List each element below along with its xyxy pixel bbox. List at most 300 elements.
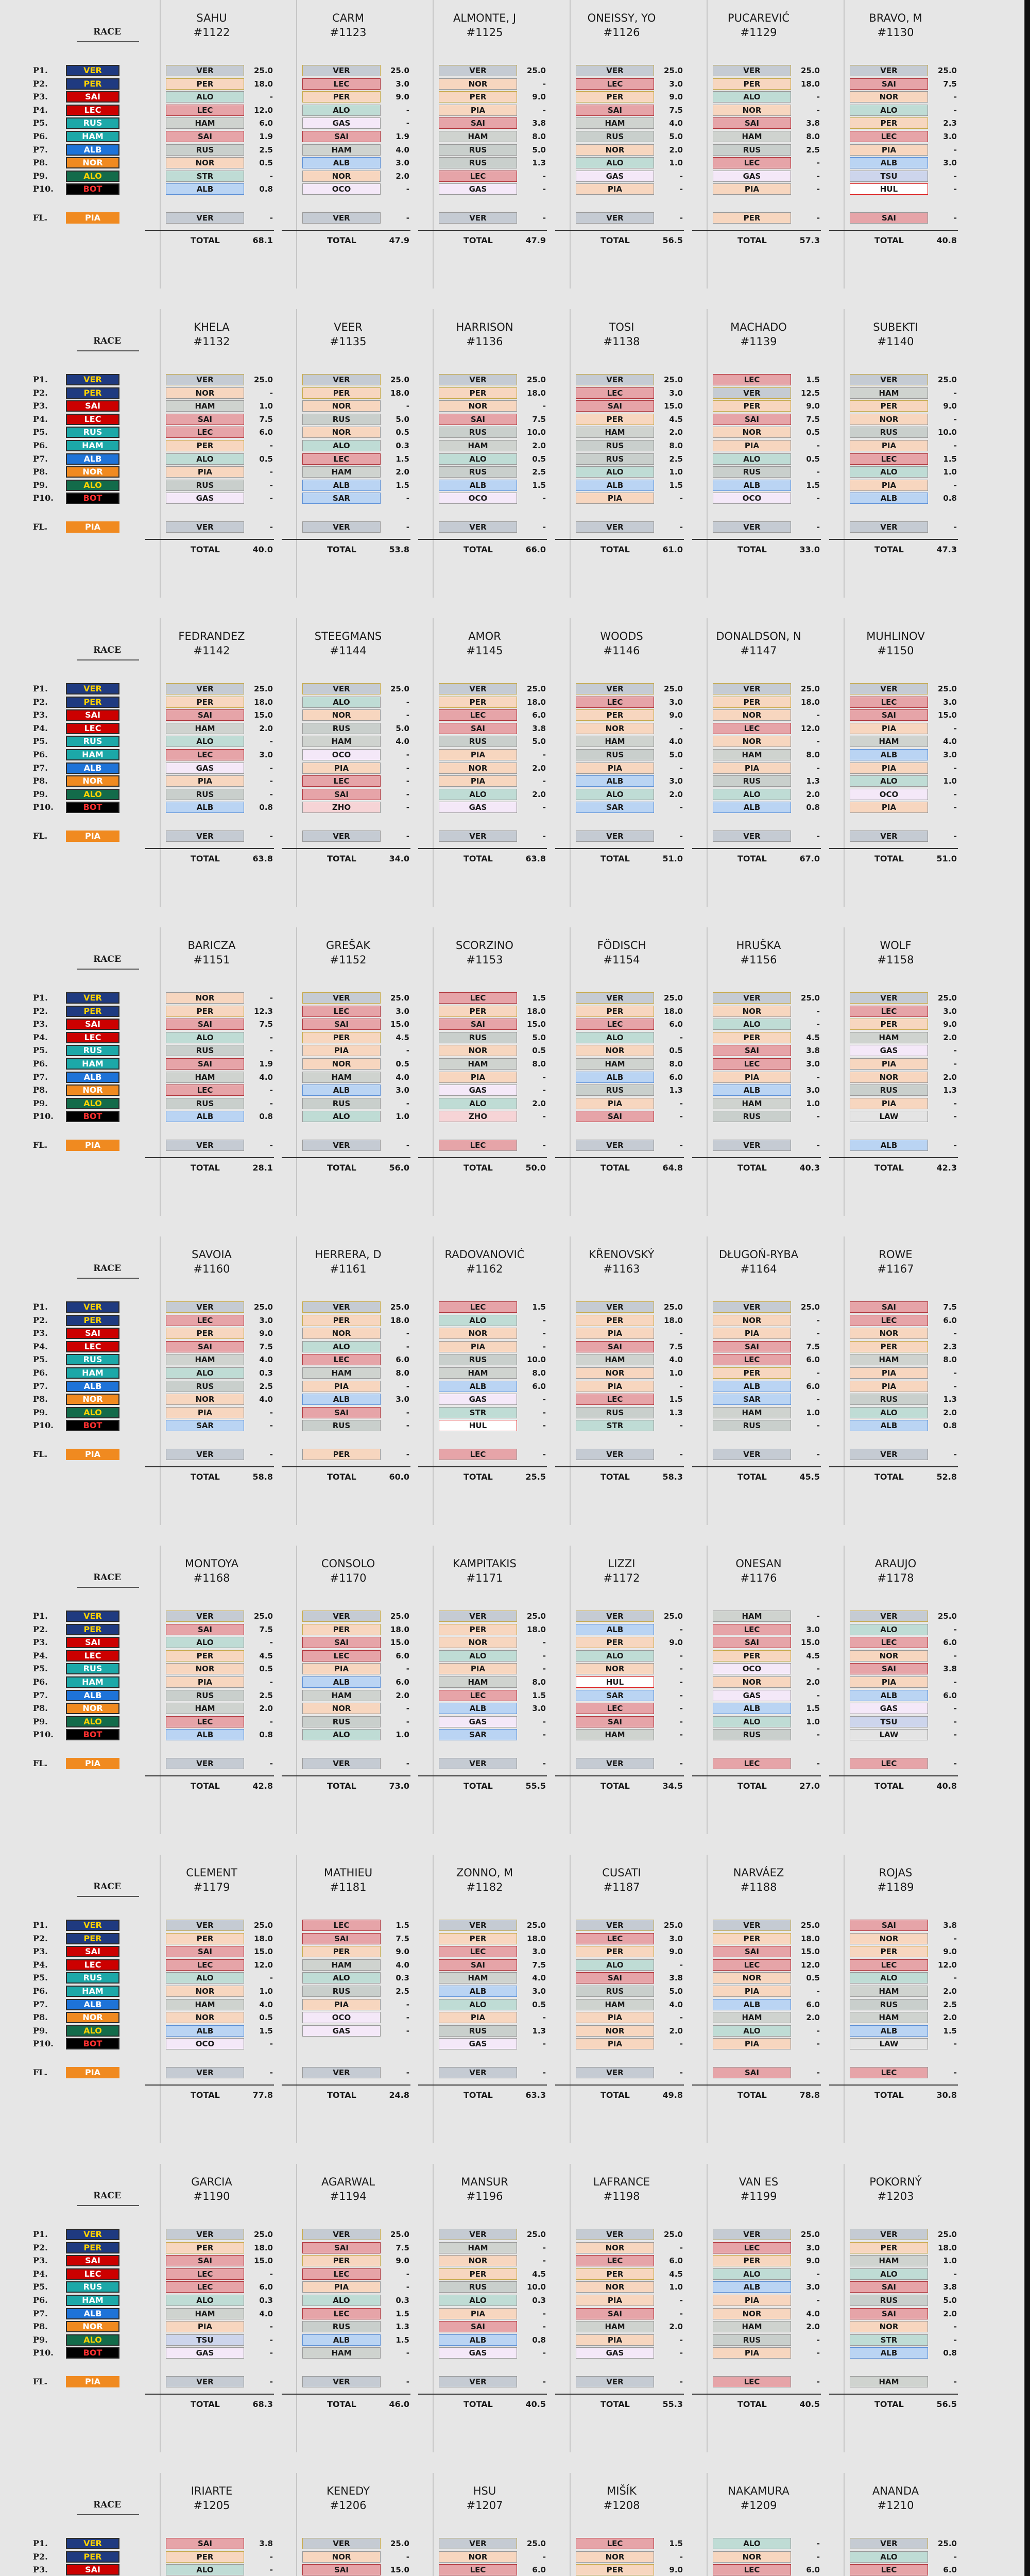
total-label: TOTAL	[600, 1163, 630, 1173]
fastest-lap-pick: SAI	[713, 2067, 791, 2078]
race-result-driver: NOR	[66, 1703, 119, 1714]
pick-driver: GAS	[166, 2347, 244, 2359]
pick-driver: PIA	[850, 440, 928, 451]
total-rule	[829, 230, 958, 231]
entrant-name: NAKAMURA	[728, 2485, 789, 2497]
pick-points: 3.0	[806, 1059, 820, 1069]
pick-driver: SAI	[850, 2308, 928, 2319]
fastest-lap-pick: VER	[850, 521, 928, 533]
pick-points: -	[406, 401, 409, 411]
total-rule	[282, 1157, 410, 1158]
total-rule	[555, 1466, 684, 1467]
entrant-name: LIZZI	[608, 1557, 636, 1570]
total-rule	[282, 2394, 410, 2395]
pick-driver: GAS	[302, 117, 381, 129]
pick-driver: PIA	[850, 1058, 928, 1070]
pick-driver: PIA	[302, 1381, 381, 1392]
pick-points: 25.0	[663, 66, 683, 75]
pick-driver: VER	[166, 1920, 244, 1931]
pick-driver: LEC	[576, 1019, 654, 1030]
pick-driver: NOR	[713, 1315, 791, 1326]
pick-driver: RUS	[166, 480, 244, 491]
pick-driver: PIA	[850, 1381, 928, 1392]
pick-points: 12.0	[937, 1960, 957, 1970]
column-divider	[570, 1236, 571, 1525]
race-result-driver: VER	[66, 992, 119, 1004]
pick-points: 6.0	[532, 1381, 546, 1391]
total-label: TOTAL	[600, 545, 630, 554]
pick-points: 9.0	[396, 2256, 409, 2266]
pick-points: -	[542, 105, 546, 115]
pick-points: -	[816, 1612, 820, 1621]
total-label: TOTAL	[327, 2399, 356, 2409]
entrant-id: #1176	[740, 1572, 777, 1584]
column-divider	[707, 309, 708, 598]
pick-driver: HAM	[576, 1729, 654, 1740]
total-value: 34.0	[389, 854, 409, 863]
pick-driver: ALO	[850, 2551, 928, 2563]
pick-points: -	[816, 1112, 820, 1122]
pick-driver: RUS	[439, 1354, 517, 1365]
pick-points: -	[816, 158, 820, 168]
pick-points: -	[816, 1072, 820, 1082]
column-divider	[433, 1236, 434, 1525]
total-value: 40.3	[799, 1163, 820, 1173]
fastest-lap-points: -	[406, 522, 409, 532]
pick-driver: LEC	[439, 2564, 517, 2575]
pick-points: -	[269, 2565, 273, 2575]
fastest-lap-pick: VER	[576, 1140, 654, 1151]
pick-driver: ALO	[302, 1729, 381, 1740]
total-value: 68.3	[252, 2399, 273, 2409]
total-value: 56.5	[662, 235, 683, 245]
pick-points: -	[953, 1624, 957, 1634]
pick-points: 5.0	[532, 1032, 546, 1042]
pick-driver: SAI	[576, 1341, 654, 1352]
pick-points: -	[269, 1032, 273, 1042]
pick-driver: VER	[850, 65, 928, 76]
pick-points: 4.0	[259, 1395, 273, 1404]
entrant-id: #1208	[603, 2499, 640, 2512]
pick-points: 1.5	[532, 480, 546, 490]
pick-points: -	[679, 1032, 683, 1042]
pick-points: 4.0	[669, 737, 683, 747]
entrant-id: #1163	[603, 1263, 640, 1275]
pick-driver: RUS	[850, 1084, 928, 1096]
race-underline	[77, 2514, 139, 2515]
total-value: 28.1	[252, 1163, 273, 1173]
fastest-lap-points: -	[816, 832, 820, 841]
pick-driver: VER	[576, 2229, 654, 2240]
pick-points: 3.0	[396, 1395, 409, 1404]
pick-driver: SAI	[713, 117, 791, 129]
pick-points: -	[953, 1934, 957, 1943]
fastest-lap-points: -	[679, 2377, 683, 2386]
pick-driver: ALB	[850, 493, 928, 504]
pick-driver: LAW	[850, 1729, 928, 1740]
pick-driver: RUS	[166, 1098, 244, 1109]
pick-driver: PER	[166, 2551, 244, 2563]
entrant-name: PUCAREVIĆ	[727, 12, 790, 24]
total-value: 30.8	[936, 2090, 957, 2100]
pick-driver: HAM	[850, 2255, 928, 2266]
entrant-name: HERRERA, D	[315, 1248, 382, 1261]
pick-driver: HAM	[439, 1676, 517, 1688]
pick-driver: VER	[302, 1611, 381, 1622]
race-result-driver: LEC	[66, 1341, 119, 1352]
pick-driver: PER	[166, 697, 244, 708]
pick-points: 3.0	[396, 79, 409, 89]
entrant-name: HARRISON	[456, 321, 513, 333]
pick-points: -	[269, 388, 273, 398]
pick-points: 6.0	[259, 428, 273, 437]
pick-points: -	[816, 92, 820, 102]
position-label: P2.	[33, 387, 48, 398]
fastest-lap-pick: PER	[302, 1449, 381, 1460]
pick-driver: ALO	[850, 466, 928, 478]
pick-driver: SAI	[302, 2242, 381, 2253]
total-rule	[829, 1775, 958, 1776]
total-rule	[829, 1157, 958, 1158]
entrant-name: ONESAN	[735, 1557, 782, 1570]
position-label: P4.	[33, 105, 48, 115]
pick-driver: LEC	[850, 1315, 928, 1326]
pick-driver: ALO	[166, 1032, 244, 1043]
pick-driver: LEC	[850, 1959, 928, 1971]
pick-points: -	[542, 1315, 546, 1325]
entrant-id: #1156	[740, 954, 777, 966]
column-divider	[570, 309, 571, 598]
pick-driver: PER	[302, 1624, 381, 1635]
total-label: TOTAL	[191, 1472, 220, 1482]
position-label: P3.	[33, 1946, 48, 1957]
fastest-lap-pick: VER	[439, 2376, 517, 2387]
total-value: 61.0	[662, 545, 683, 554]
total-label: TOTAL	[737, 2399, 767, 2409]
fastest-lap-points: -	[542, 2377, 546, 2386]
race-label: RACE	[93, 2191, 121, 2201]
race-result-driver: VER	[66, 683, 119, 694]
pick-driver: PER	[439, 697, 517, 708]
race-result-driver: ALO	[66, 171, 119, 182]
total-label: TOTAL	[874, 1163, 904, 1173]
pick-points: 1.3	[396, 2322, 409, 2332]
race-result-driver: NOR	[66, 1084, 119, 1096]
pick-driver: ALO	[576, 1650, 654, 1662]
pick-points: 2.0	[669, 145, 683, 155]
column-divider	[296, 927, 297, 1216]
entrant-id: #1181	[330, 1881, 367, 1893]
entrant-id: #1130	[877, 26, 914, 39]
column-divider	[707, 2164, 708, 2452]
race-result-driver: HAM	[66, 1058, 119, 1070]
entrant-name: CUSATI	[602, 1867, 641, 1879]
fastest-lap-label: FL.	[33, 831, 48, 841]
pick-driver: PIA	[576, 2038, 654, 2049]
pick-driver: RUS	[302, 2321, 381, 2332]
race-result-driver: LEC	[66, 414, 119, 425]
pick-driver: SAI	[302, 1019, 381, 1030]
entrant-id: #1164	[740, 1263, 777, 1275]
fastest-lap-pick: VER	[576, 212, 654, 224]
pick-points: -	[816, 1690, 820, 1700]
race-result-driver: LEC	[66, 2268, 119, 2280]
pick-points: 3.0	[806, 2243, 820, 2252]
total-value: 45.5	[799, 1472, 820, 1482]
pick-points: 25.0	[800, 2230, 820, 2239]
position-label: P5.	[33, 1354, 48, 1365]
pick-driver: VER	[576, 374, 654, 385]
fastest-lap-driver: PIA	[66, 1449, 119, 1460]
entrant-id: #1194	[330, 2190, 367, 2202]
pick-points: 5.0	[669, 132, 683, 141]
pick-driver: PER	[576, 1315, 654, 1326]
pick-points: 10.0	[526, 1355, 546, 1365]
pick-driver: PER	[166, 78, 244, 90]
pick-driver: HAM	[166, 723, 244, 734]
pick-points: -	[406, 750, 409, 759]
total-rule	[418, 230, 547, 231]
pick-points: -	[953, 1704, 957, 1714]
total-label: TOTAL	[327, 2090, 356, 2100]
race-result-driver: RUS	[66, 1972, 119, 1984]
pick-driver: PIA	[439, 1341, 517, 1352]
pick-driver: STR	[850, 2334, 928, 2346]
pick-driver: PIA	[439, 1072, 517, 1083]
standings-block	[0, 1236, 1024, 1546]
column-divider	[433, 309, 434, 598]
pick-points: 15.0	[663, 401, 683, 411]
position-label: P7.	[33, 1381, 48, 1391]
pick-points: 25.0	[663, 993, 683, 1003]
fastest-lap-pick: LEC	[850, 1758, 928, 1769]
pick-points: -	[953, 1059, 957, 1069]
position-label: P10.	[33, 1420, 54, 1431]
pick-driver: HAM	[166, 2308, 244, 2319]
race-result-driver: PER	[66, 78, 119, 90]
pick-driver: ALO	[439, 1315, 517, 1326]
race-result-driver: BOT	[66, 493, 119, 504]
position-label: P3.	[33, 1328, 48, 1338]
pick-points: -	[816, 1730, 820, 1740]
fastest-lap-points: -	[269, 1450, 273, 1459]
fastest-lap-points: -	[269, 213, 273, 223]
fastest-lap-points: -	[406, 2068, 409, 2077]
entrant-name: SCORZINO	[456, 939, 513, 952]
pick-driver: RUS	[713, 1420, 791, 1431]
pick-driver: SAI	[576, 105, 654, 116]
pick-driver: PIA	[713, 1072, 791, 1083]
pick-points: 6.0	[532, 2565, 546, 2575]
pick-points: -	[679, 2309, 683, 2318]
pick-driver: LEC	[302, 453, 381, 465]
entrant-name: GREŠAK	[326, 939, 370, 952]
pick-driver: NOR	[850, 414, 928, 425]
pick-driver: PIA	[713, 440, 791, 451]
pick-driver: NOR	[166, 387, 244, 399]
pick-driver: ALO	[713, 789, 791, 800]
pick-points: -	[269, 1677, 273, 1687]
race-result-driver: HAM	[66, 1676, 119, 1688]
pick-driver: GAS	[576, 2347, 654, 2359]
pick-driver: NOR	[576, 2551, 654, 2563]
pick-driver: LEC	[302, 2268, 381, 2280]
pick-points: 1.0	[396, 1112, 409, 1122]
pick-driver: VER	[713, 1920, 791, 1931]
entrant-name: ROWE	[879, 1248, 913, 1261]
pick-points: 2.5	[669, 454, 683, 464]
pick-driver: SAI	[850, 1663, 928, 1674]
pick-points: 2.5	[943, 1999, 957, 2009]
pick-driver: VER	[850, 1611, 928, 1622]
pick-points: 2.0	[943, 1072, 957, 1082]
pick-points: -	[816, 494, 820, 503]
pick-driver: PIA	[439, 775, 517, 787]
pick-driver: PIA	[439, 2012, 517, 2023]
pick-points: -	[269, 1421, 273, 1431]
pick-points: 6.0	[806, 1381, 820, 1391]
race-result-driver: VER	[66, 1920, 119, 1931]
position-label: P5.	[33, 1045, 48, 1056]
pick-driver: ZHO	[302, 802, 381, 813]
pick-driver: PER	[576, 1637, 654, 1648]
pick-points: -	[679, 2013, 683, 2023]
position-label: P7.	[33, 144, 48, 155]
entrant-id: #1145	[466, 645, 503, 657]
pick-points: -	[542, 1421, 546, 1431]
pick-driver: VER	[302, 374, 381, 385]
pick-points: -	[269, 2039, 273, 2049]
total-value: 47.9	[525, 235, 546, 245]
pick-driver: HAM	[713, 2012, 791, 2023]
race-result-driver: NOR	[66, 2012, 119, 2023]
pick-points: 4.0	[396, 1072, 409, 1082]
entrant-name: ARAUJO	[874, 1557, 917, 1570]
pick-driver: VER	[439, 1920, 517, 1931]
pick-driver: SAI	[166, 709, 244, 721]
pick-points: 1.5	[396, 2335, 409, 2345]
pick-driver: ALB	[713, 1703, 791, 1714]
pick-points: -	[269, 1717, 273, 1726]
pick-points: -	[679, 1960, 683, 1970]
entrant-name: DŁUGOŃ-RYBA	[718, 1248, 799, 1261]
pick-points: 3.0	[669, 79, 683, 89]
pick-points: 1.0	[943, 776, 957, 786]
pick-points: 4.0	[669, 1355, 683, 1365]
pick-points: -	[406, 1717, 409, 1726]
pick-driver: HAM	[850, 387, 928, 399]
pick-points: 4.0	[669, 1999, 683, 2009]
position-label: P6.	[33, 1368, 48, 1378]
total-label: TOTAL	[464, 1163, 493, 1173]
pick-driver: LEC	[166, 1084, 244, 1096]
pick-driver: ALO	[439, 1650, 517, 1662]
column-divider	[570, 618, 571, 907]
pick-points: 7.5	[532, 414, 546, 424]
pick-driver: NOR	[713, 427, 791, 438]
position-label: P8.	[33, 1394, 48, 1404]
race-result-driver: HAM	[66, 131, 119, 142]
fastest-lap-points: -	[542, 213, 546, 223]
pick-points: -	[816, 2039, 820, 2049]
pick-points: -	[406, 118, 409, 128]
position-label: P4.	[33, 414, 48, 424]
pick-driver: HAM	[166, 1354, 244, 1365]
pick-points: 15.0	[253, 2256, 273, 2266]
pick-points: 2.5	[259, 1381, 273, 1391]
position-label: P4.	[33, 1032, 48, 1042]
pick-points: -	[542, 2322, 546, 2332]
race-result-driver: SAI	[66, 1946, 119, 1957]
fastest-lap-pick: LEC	[713, 1758, 791, 1769]
pick-points: 1.5	[532, 993, 546, 1003]
pick-driver: SAI	[166, 1058, 244, 1070]
pick-driver: ALB	[850, 1420, 928, 1431]
pick-points: 3.0	[396, 158, 409, 168]
pick-points: 7.5	[943, 1302, 957, 1312]
total-label: TOTAL	[737, 1163, 767, 1173]
pick-points: 12.0	[253, 105, 273, 115]
pick-driver: ALB	[713, 802, 791, 813]
pick-points: -	[542, 1651, 546, 1660]
entrant-name: DONALDSON, N	[716, 630, 801, 642]
pick-points: -	[406, 789, 409, 799]
pick-driver: NOR	[302, 171, 381, 182]
pick-points: 25.0	[390, 375, 409, 384]
race-result-driver: PER	[66, 1933, 119, 1944]
total-value: 34.5	[662, 1781, 683, 1791]
total-label: TOTAL	[191, 1781, 220, 1791]
race-result-driver: PER	[66, 1624, 119, 1635]
position-label: P6.	[33, 750, 48, 759]
entrant-name: BARICZA	[187, 939, 236, 952]
position-label: P3.	[33, 710, 48, 720]
pick-driver: HAM	[439, 440, 517, 451]
pick-driver: NOR	[576, 2025, 654, 2037]
pick-points: 25.0	[800, 993, 820, 1003]
pick-points: 0.5	[396, 428, 409, 437]
column-divider	[707, 927, 708, 1216]
column-divider	[160, 1546, 161, 1834]
entrant-id: #1123	[330, 26, 367, 39]
total-value: 42.3	[936, 1163, 957, 1173]
total-value: 55.3	[662, 2399, 683, 2409]
pick-points: -	[542, 750, 546, 759]
column-divider	[707, 1546, 708, 1834]
total-rule	[555, 848, 684, 849]
pick-points: -	[406, 697, 409, 707]
pick-points: 25.0	[390, 993, 409, 1003]
entrant-id: #1142	[193, 645, 230, 657]
fastest-lap-pick: VER	[166, 2067, 244, 2078]
pick-points: -	[406, 2269, 409, 2279]
pick-points: 9.0	[943, 1020, 957, 1029]
column-divider	[160, 2164, 161, 2452]
pick-driver: PER	[166, 2242, 244, 2253]
pick-driver: NOR	[302, 1703, 381, 1714]
pick-points: 15.0	[800, 1947, 820, 1957]
pick-points: -	[406, 2013, 409, 2023]
pick-points: -	[816, 184, 820, 194]
pick-driver: NOR	[439, 762, 517, 774]
pick-points: 2.0	[532, 441, 546, 450]
pick-points: 25.0	[390, 2230, 409, 2239]
total-rule	[145, 1775, 274, 1776]
fastest-lap-pick: ALB	[850, 1140, 928, 1151]
total-value: 78.8	[799, 2090, 820, 2100]
pick-points: 3.0	[259, 1315, 273, 1325]
pick-points: 1.0	[806, 1098, 820, 1108]
